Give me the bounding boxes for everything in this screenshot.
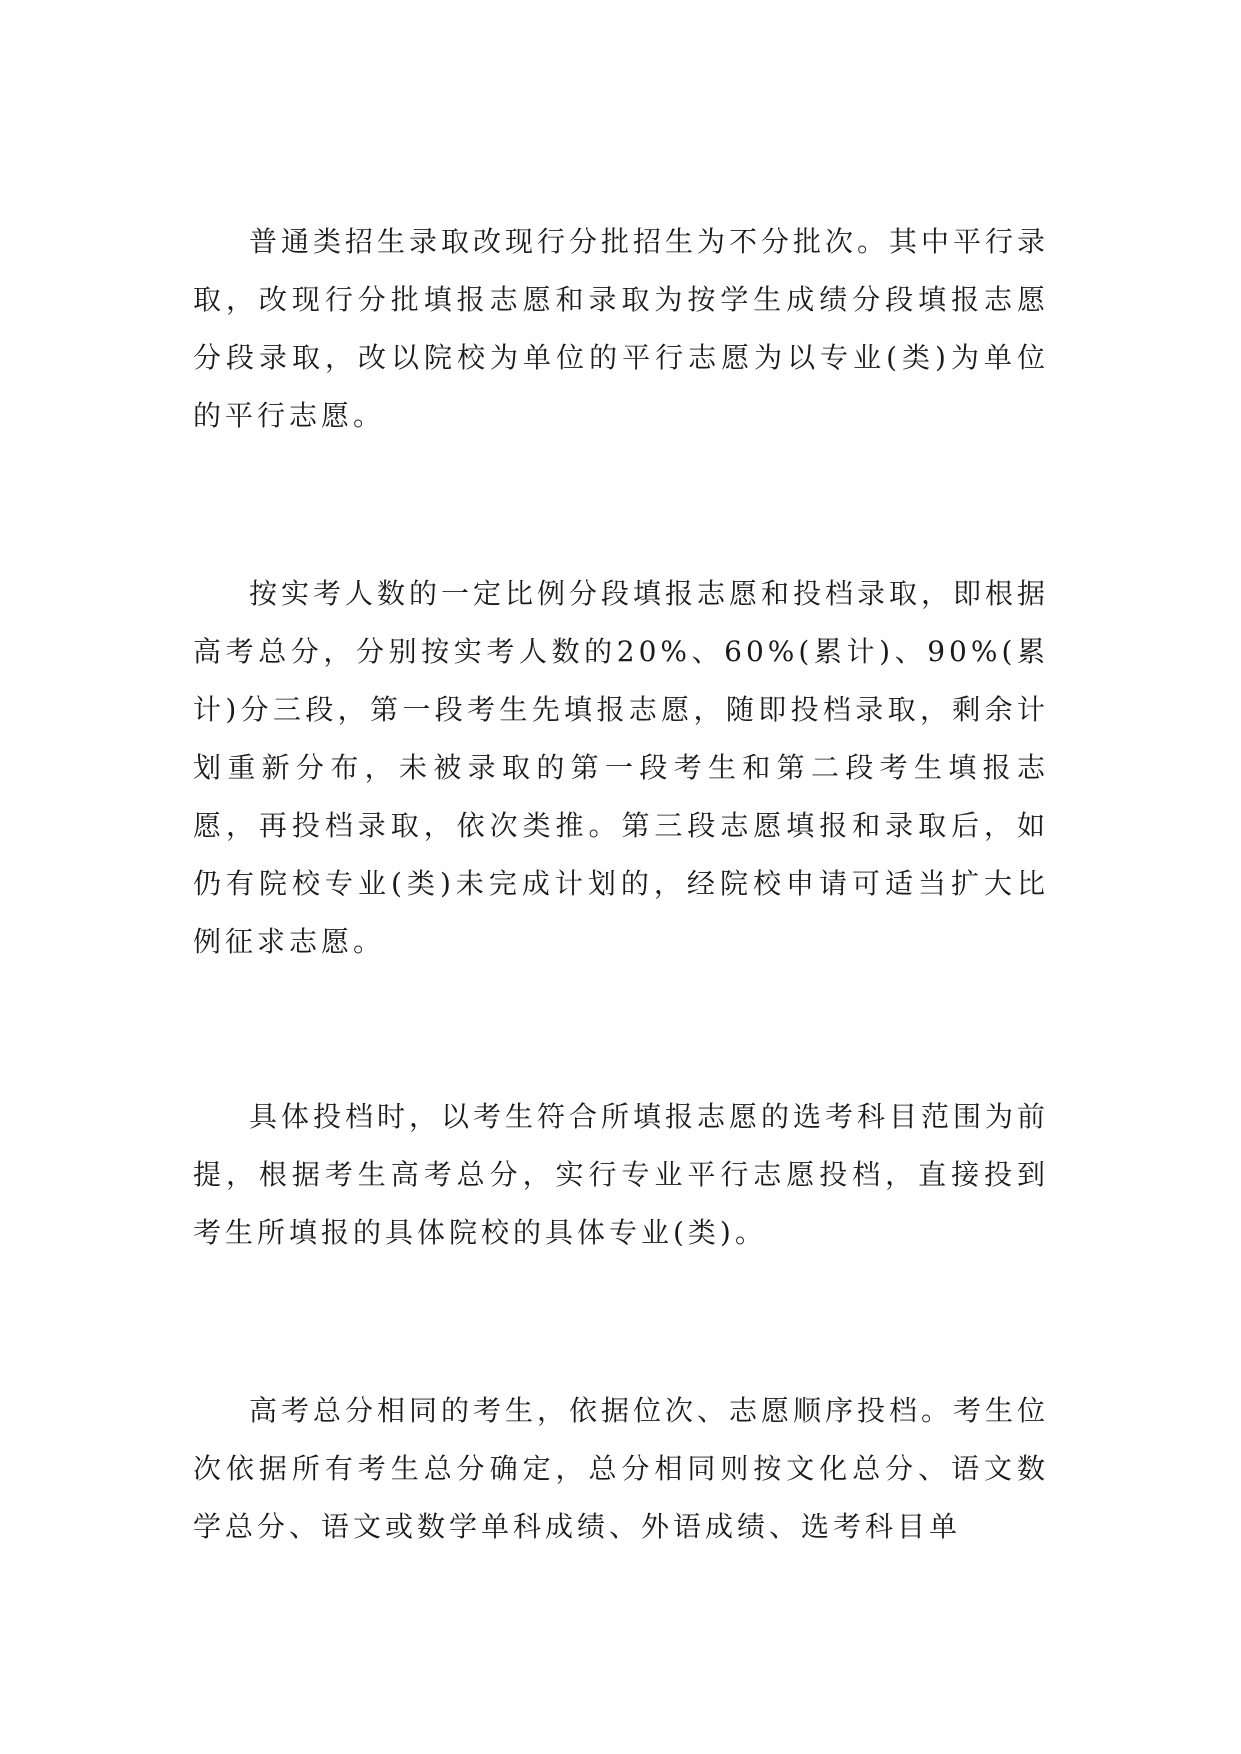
paragraph-batch-admission: 普通类招生录取改现行分批招生为不分批次。其中平行录取，改现行分批填报志愿和录取为按学生成绩分段填报志愿分段录取，改以院校为单位的平行志愿为以专业(类)为单位的平行志愿。 [193,225,1050,432]
paragraph-tie-breaking: 高考总分相同的考生，依据位次、志愿顺序投档。考生位次依据所有考生总分确定，总分相同则按文化总分、语文数学总分、语文或数学单科成绩、外语成绩、选考科目单 [193,1394,1050,1543]
paragraph-file-submission: 具体投档时，以考生符合所填报志愿的选考科目范围为前提，根据考生高考总分，实行专业平行志愿投档，直接投到考生所填报的具体院校的具体专业(类)。 [193,1100,1050,1249]
paragraph-segmented-application: 按实考人数的一定比例分段填报志愿和投档录取，即根据高考总分，分别按实考人数的20%、60%(累计)、90%(累计)分三段，第一段考生先填报志愿，随即投档录取，剩余计划重新分布，未被录取的第一段考生和第二段考生填报志愿，再投档录取，依次类推。第三段志愿填报和录取后，如仍有院校专业(类)未完成计划的，经院校申请可适当扩大比例征求志愿。 [193,577,1050,958]
